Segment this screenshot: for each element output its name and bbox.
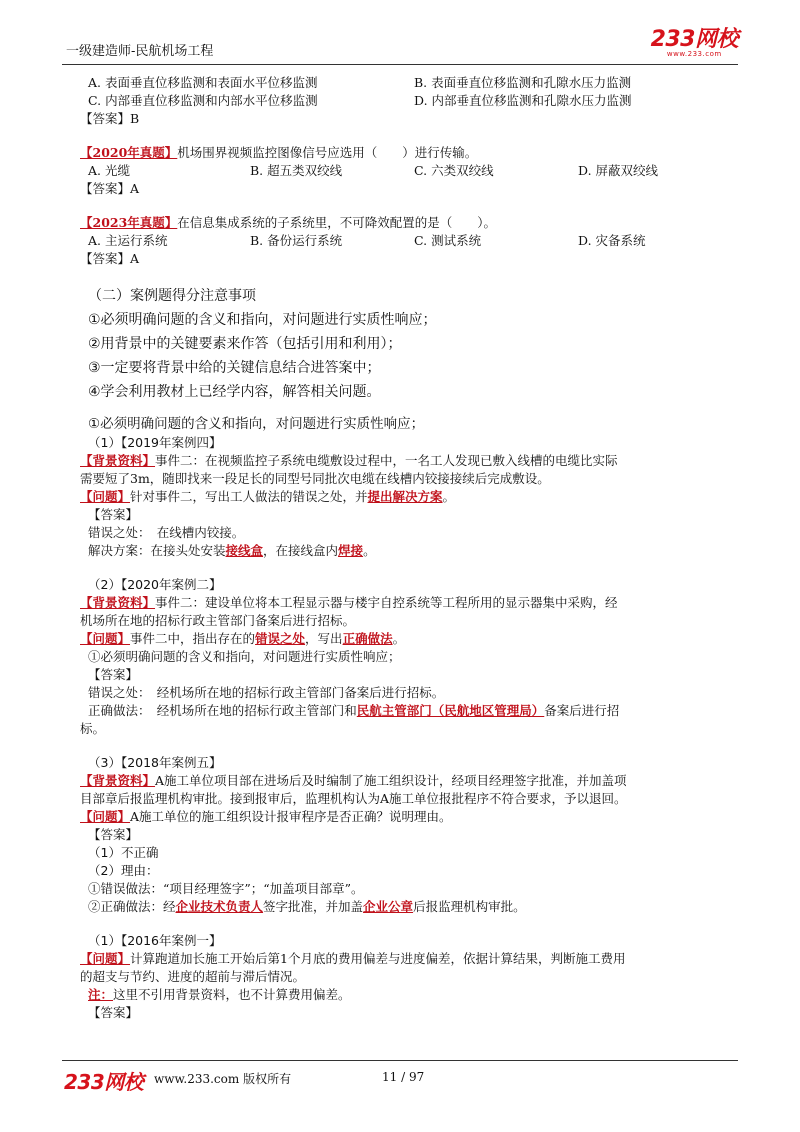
note-tag: 注：: [88, 987, 114, 1002]
option-a: A. 表面垂直位移监测和表面水平位移监测: [88, 75, 318, 90]
option-d: D. 屏蔽双绞线: [578, 163, 659, 178]
answer-text: ②正确做法：经企业技术负责人签字批准，并加盖企业公章后报监理机构审批。: [88, 899, 526, 914]
case-title: （2）【2020年案例二】: [88, 577, 222, 592]
keyword: 接线盒: [225, 543, 264, 558]
tip-text: ①必须明确问题的含义和指向，对问题进行实质性响应；: [88, 649, 401, 664]
header-title: 一级建造师-民航机场工程: [66, 44, 214, 59]
option-b: B. 备份运行系统: [250, 233, 343, 248]
answer: 【答案】A: [80, 181, 140, 196]
answer-text: 正确做法： 经机场所在地的招标行政主管部门和民航主管部门（民航地区管理局）备案后进行招: [88, 703, 620, 718]
section-item: ④学会利用教材上已经学内容，解答相关问题。: [88, 384, 381, 400]
question-options: [88, 74, 718, 92]
question-stem: [80, 144, 718, 162]
answer-text: （1）不正确: [88, 845, 159, 860]
question-options: [88, 232, 718, 250]
brand-logo: [651, 28, 738, 58]
case-title: （1）【2019年案例四】: [88, 435, 222, 450]
keyword: 企业公章: [363, 899, 414, 914]
background-tag: 【背景资料】: [80, 773, 156, 788]
copyright: www.233.com 版权所有: [154, 1072, 292, 1086]
keyword: 企业技术负责人: [175, 899, 264, 914]
section-title: （二）案例题得分注意事项: [88, 288, 256, 304]
keyword: 焊接: [338, 543, 364, 558]
answer: 【答案】: [88, 667, 139, 682]
question-options: [88, 92, 718, 110]
background-text: 目部章后报监理机构审批。接到报审后，监理机构认为A施工单位报批程序不符合要求，予以退回。: [80, 791, 627, 806]
case-title: （1）【2016年案例一】: [88, 933, 222, 948]
question-text: 在信息集成系统的子系统里，不可降效配置的是（ ）。: [177, 215, 497, 230]
question-text: 【问题】事件二中，指出存在的错误之处，写出正确做法。: [80, 631, 406, 646]
note-text: 注：这里不引用背景资料，也不计算费用偏差。: [88, 987, 351, 1002]
question-text: 【问题】针对事件二，写出工人做法的错误之处，并提出解决方案。: [80, 489, 456, 504]
keyword: 提出解决方案: [367, 489, 443, 504]
option-c: C. 测试系统: [414, 233, 482, 248]
option-d: D. 灾备系统: [578, 233, 646, 248]
background-text: 需要短了3m，随即找来一段足长的同型号同批次电缆在线槽内铰接接续后完成敷设。: [80, 471, 550, 486]
answer-text: 标。: [80, 721, 106, 736]
question-tag: 【问题】: [80, 489, 131, 504]
question-tag: 【2020年真题】: [80, 145, 178, 160]
question-text: 的超支与节约、进度的超前与滞后情况。: [80, 969, 306, 984]
option-d: D. 内部垂直位移监测和孔隙水压力监测: [414, 93, 632, 108]
keyword: 错误之处: [255, 631, 306, 646]
logo-text: 233网校: [650, 27, 738, 52]
answer: 【答案】: [88, 1005, 139, 1020]
question-tag: 【问题】: [80, 631, 131, 646]
answer-text: ①错误做法：“项目经理签字”；“加盖项目部章”。: [88, 881, 364, 896]
option-a: A. 光缆: [88, 163, 130, 178]
footer-logo: 233网校: [64, 1070, 144, 1094]
keyword: 正确做法: [342, 631, 393, 646]
background-tag: 【背景资料】: [80, 595, 156, 610]
question-tag: 【问题】: [80, 809, 131, 824]
option-c: C. 内部垂直位移监测和内部水平位移监测: [88, 93, 318, 108]
page-footer: [62, 1060, 738, 1100]
answer-text: 解决方案：在接头处安装接线盒，在接线盒内焊接。: [88, 543, 376, 558]
section-item: ②用背景中的关键要素来作答（包括引用和利用）；: [88, 336, 402, 352]
keyword: 民航主管部门（民航地区管理局）: [356, 703, 545, 718]
answer-text: 错误之处： 在线槽内铰接。: [88, 525, 245, 540]
answer: 【答案】B: [80, 111, 140, 126]
page-content: [80, 74, 718, 1022]
question-tag: 【2023年真题】: [80, 215, 178, 230]
background-text: 【背景资料】A施工单位项目部在进场后及时编制了施工组织设计，经项目经理签字批准，并加盖项: [80, 773, 627, 788]
question-tag: 【问题】: [80, 951, 131, 966]
case-title: （3）【2018年案例五】: [88, 755, 222, 770]
background-text: 【背景资料】事件二：在视频监控子系统电缆敷设过程中，一名工人发现已敷入线槽的电缆比实际: [80, 453, 618, 468]
logo-subtext: www.233.com: [666, 50, 722, 58]
question-text: 【问题】A施工单位的施工组织设计报审程序是否正确？说明理由。: [80, 809, 452, 824]
option-a: A. 主运行系统: [88, 233, 168, 248]
answer: 【答案】A: [80, 251, 140, 266]
answer: 【答案】: [88, 507, 139, 522]
question-options: [88, 162, 718, 180]
question-text: 机场围界视频监控图像信号应选用（ ）进行传输。: [177, 145, 478, 160]
answer: 【答案】: [88, 827, 139, 842]
background-tag: 【背景资料】: [80, 453, 156, 468]
background-text: 【背景资料】事件二：建设单位将本工程显示器与楼宇自控系统等工程所用的显示器集中采购，经: [80, 595, 618, 610]
answer-text: 错误之处： 经机场所在地的招标行政主管部门备案后进行招标。: [88, 685, 445, 700]
section-item: ①必须明确问题的含义和指向，对问题进行实质性响应；: [88, 312, 437, 328]
section-item: ③一定要将背景中给的关键信息结合进答案中；: [88, 360, 381, 376]
option-b: B. 超五类双绞线: [250, 163, 343, 178]
question-stem: [80, 214, 718, 232]
page-number: 11 / 97: [382, 1070, 425, 1084]
option-c: C. 六类双绞线: [414, 163, 494, 178]
tip-text: ①必须明确问题的含义和指向，对问题进行实质性响应；: [88, 416, 425, 432]
page-header: [62, 28, 738, 66]
option-b: B. 表面垂直位移监测和孔隙水压力监测: [414, 75, 632, 90]
question-text: 【问题】计算跑道加长施工开始后第1个月底的费用偏差与进度偏差，依据计算结果，判断施工费用: [80, 951, 626, 966]
footer-divider: [62, 1060, 738, 1061]
background-text: 机场所在地的招标行政主管部门备案后进行招标。: [80, 613, 356, 628]
answer-text: （2）理由：: [88, 863, 159, 878]
header-divider: [62, 64, 738, 65]
